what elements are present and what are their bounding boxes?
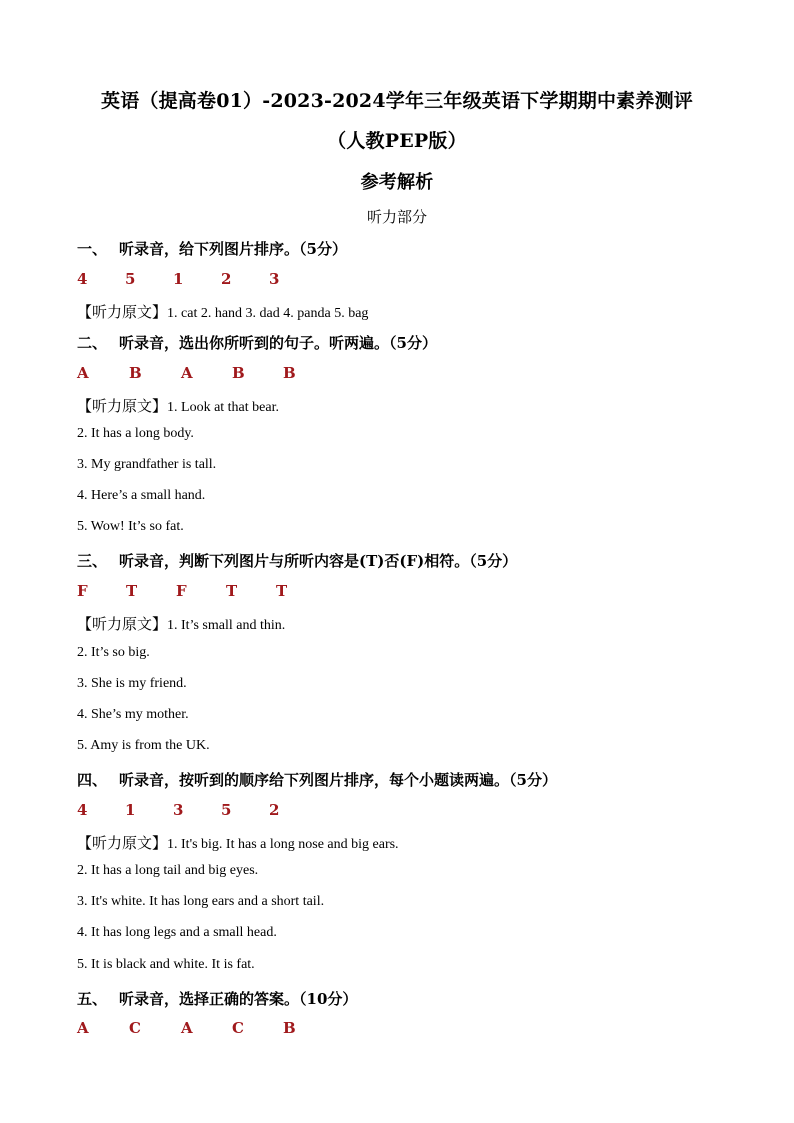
answer: B — [283, 364, 296, 382]
section-heading — [77, 238, 347, 259]
answer-row — [77, 801, 279, 819]
section-instruction: 听录音，选出你所听到的句子。听两遍。（5分） — [119, 334, 437, 352]
transcript-line: 【听力原文】1. It’s small and thin. — [77, 615, 286, 633]
answer: T — [276, 582, 288, 600]
section-heading — [77, 332, 437, 353]
transcript-line: 【听力原文】1. Look at that bear. — [77, 397, 279, 415]
transcript-line: 【听力原文】1. cat 2. hand 3. dad 4. panda 5. bag — [77, 303, 369, 321]
section-instruction: 听录音，给下列图片排序。（5分） — [119, 240, 347, 258]
answer: F — [77, 582, 88, 600]
transcript-line: 3. My grandfather is tall. — [77, 457, 217, 472]
transcript-line: 【听力原文】1. It's big. It has a long nose and big ears. — [77, 834, 399, 852]
transcript-line: 4. She’s my mother. — [77, 707, 189, 722]
transcript-label: 【听力原文】 — [77, 834, 168, 852]
section-heading — [77, 550, 517, 571]
answer: 3 — [269, 270, 280, 288]
section-number: 四、 — [77, 771, 108, 789]
answer: 4 — [77, 801, 88, 819]
answer: A — [181, 364, 193, 382]
answer: A — [181, 1019, 193, 1037]
document-edition: （人教PEP版） — [327, 130, 467, 152]
answer: C — [129, 1019, 141, 1037]
section-instruction: 听录音，选择正确的答案。（10分） — [119, 990, 358, 1008]
transcript-line: 2. It has a long body. — [77, 426, 194, 441]
transcript-line: 3. It's white. It has long ears and a short tail. — [77, 894, 325, 909]
answer: 3 — [173, 801, 184, 819]
section-instruction: 听录音，判断下列图片与所听内容是(T)否(F)相符。（5分） — [119, 552, 518, 570]
section-heading — [77, 769, 557, 790]
answer: A — [77, 364, 89, 382]
answer: C — [232, 1019, 244, 1037]
answer: 5 — [125, 270, 136, 288]
transcript-label: 【听力原文】 — [77, 397, 168, 415]
answer-row — [77, 270, 279, 288]
transcript-line: 4. Here’s a small hand. — [77, 488, 206, 503]
section-number: 五、 — [77, 990, 108, 1008]
section-number: 三、 — [77, 552, 108, 570]
transcript-line: 5. Wow! It’s so fat. — [77, 519, 184, 534]
transcript-line: 3. She is my friend. — [77, 676, 187, 691]
transcript-label: 【听力原文】 — [77, 303, 168, 321]
answer: 1 — [125, 801, 136, 819]
section-number: 二、 — [77, 334, 108, 352]
answer: 2 — [221, 270, 232, 288]
document-heading: 参考解析 — [360, 172, 434, 193]
transcript-line: 2. It has a long tail and big eyes. — [77, 863, 259, 878]
transcript-line: 4. It has long legs and a small head. — [77, 925, 277, 940]
answer: B — [283, 1019, 296, 1037]
transcript-line: 2. It’s so big. — [77, 645, 150, 660]
section-heading — [77, 988, 357, 1009]
answer-row — [77, 582, 287, 600]
answer-row — [77, 364, 296, 382]
answer: 1 — [173, 270, 184, 288]
answer: B — [129, 364, 142, 382]
transcript-line: 5. It is black and white. It is fat. — [77, 957, 255, 972]
section-number: 一、 — [77, 240, 108, 258]
answer: T — [126, 582, 138, 600]
answer-row — [77, 1019, 296, 1037]
answer: 2 — [269, 801, 280, 819]
answer: B — [232, 364, 245, 382]
document-title: 英语（提高卷01）-2023-2024学年三年级英语下学期期中素养测评 — [101, 90, 693, 112]
part-subtitle: 听力部分 — [366, 208, 427, 226]
answer: 5 — [221, 801, 232, 819]
transcript-line: 5. Amy is from the UK. — [77, 738, 210, 753]
transcript-label: 【听力原文】 — [77, 615, 168, 633]
section-instruction: 听录音，按听到的顺序给下列图片排序，每个小题读两遍。（5分） — [119, 771, 557, 789]
answer: T — [226, 582, 238, 600]
answer: F — [176, 582, 187, 600]
answer: A — [77, 1019, 89, 1037]
answer: 4 — [77, 270, 88, 288]
